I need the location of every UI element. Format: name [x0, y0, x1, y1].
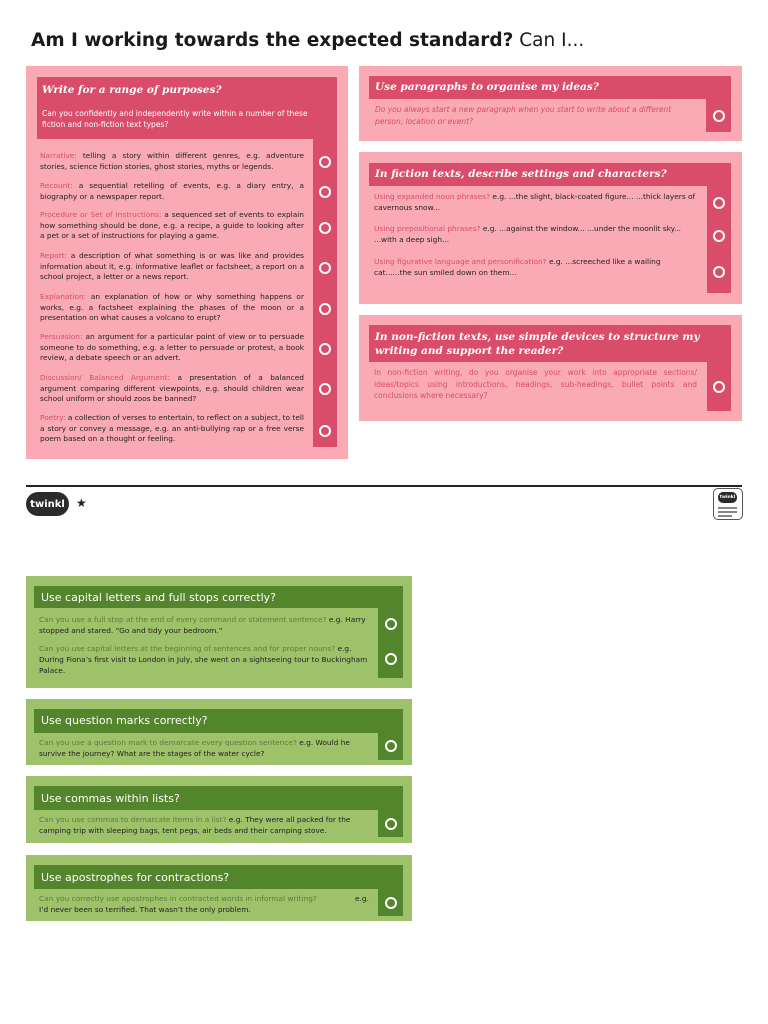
- item-text: e.g. ...the slight, black-coated figure... ...thick layers of cavernous snow...: [374, 192, 696, 212]
- checkbox-circle-icon[interactable]: [713, 110, 725, 122]
- title-light: Can I...: [519, 30, 585, 51]
- badge-line: [718, 515, 732, 517]
- item-key: Explanation:: [40, 292, 87, 301]
- checkbox-circle-icon[interactable]: [385, 740, 397, 752]
- item-key: Narrative:: [40, 151, 77, 160]
- commas-heading: Use commas within lists?: [41, 792, 180, 805]
- item-question: Can you correctly use apostrophes in contracted words in informal writing?: [39, 894, 317, 903]
- badge-logo: twinkl: [718, 492, 737, 503]
- item-question: Can you use capital letters at the beginning of sentences and for proper nouns?: [39, 644, 336, 653]
- checkbox-circle-icon[interactable]: [713, 266, 725, 278]
- item-question: Can you use a full stop at the end of every command or statement sentence?: [39, 615, 327, 624]
- nonfiction-question: In non-fiction writing, do you organise your work into appropriate sections/ ideas/topics using introductions, headings, sub-headings, bullet points and conclusions where necessary?: [374, 368, 697, 401]
- list-item: [39, 614, 369, 636]
- item-example: e.g. Would he survive the journey? What are the stages of the water cycle?: [39, 738, 350, 759]
- item-key: Using figurative language and personification?: [374, 257, 547, 266]
- item-example: I’d never been so terrified. That wasn’t the only problem.: [39, 905, 251, 914]
- list-item: [39, 814, 369, 836]
- list-item: [374, 224, 699, 245]
- item-key: Discussion/ Balanced Argument:: [40, 373, 171, 382]
- list-item: [39, 893, 339, 904]
- checkbox-circle-icon[interactable]: [713, 230, 725, 242]
- item-text: a presentation of a balanced argument comparing different viewpoints, e.g. should children wear school uniform or should zoos be banned?: [40, 373, 304, 404]
- list-item: [40, 373, 304, 405]
- list-item: [39, 737, 369, 759]
- checkbox-circle-icon[interactable]: [319, 156, 331, 168]
- item-text: an explanation of how or why something happens or works, e.g. a factsheet explaining the phases of the moon or a presentation on what causes a volcano to erupt?: [40, 292, 304, 323]
- list-item: [374, 192, 699, 213]
- checkbox-circle-icon[interactable]: [385, 897, 397, 909]
- list-item: [39, 643, 369, 676]
- settings-heading: In fiction texts, describe settings and characters?: [375, 168, 667, 180]
- checkbox-circle-icon[interactable]: [385, 618, 397, 630]
- item-example: e.g. During Fiona’s first visit to London in July, she went on a sightseeing tour to Buckingham Palace.: [39, 644, 368, 676]
- checkbox-circle-icon[interactable]: [319, 186, 331, 198]
- checkbox-circle-icon[interactable]: [319, 343, 331, 355]
- purposes-heading: Write for a range of purposes?: [42, 84, 222, 96]
- item-key: Using expanded noun phrases?: [374, 192, 491, 201]
- list-item: [40, 413, 304, 445]
- badge-line: [718, 507, 737, 509]
- item-example: e.g. They were all packed for the camping trip with sleeping bags, tent pegs, air beds and their camping stove.: [39, 815, 351, 836]
- checkbox-circle-icon[interactable]: [319, 222, 331, 234]
- apostrophes-heading: Use apostrophes for contractions?: [41, 871, 230, 884]
- footer-divider: [26, 485, 742, 487]
- item-question: Can you use commas to demarcate items in a list?: [39, 815, 227, 824]
- item-key: Poetry:: [40, 413, 66, 422]
- checkbox-circle-icon[interactable]: [385, 818, 397, 830]
- list-item: [40, 181, 304, 202]
- page-title: [31, 30, 584, 51]
- item-key: Procedure or Set of Instructions:: [40, 210, 162, 219]
- title-bold: Am I working towards the expected standard?: [31, 30, 514, 51]
- item-question: Can you use a question mark to demarcate every question sentence?: [39, 738, 297, 747]
- checkbox-circle-icon[interactable]: [385, 653, 397, 665]
- item-text: e.g. ...against the window... ...under the moonlit sky... ...with a deep sigh...: [374, 224, 682, 244]
- item-text: an argument for a particular point of view or to persuade someone to do something, e.g. a letter to persuade or protest, a book review, a debate speech or an advert.: [40, 332, 304, 363]
- item-key: Report:: [40, 251, 67, 260]
- list-item: [40, 151, 304, 172]
- nonfiction-heading: In non-fiction texts, use simple devices to structure my writing and support the reader?: [375, 331, 700, 357]
- quality-badge-icon: [713, 488, 743, 520]
- paragraphs-heading: Use paragraphs to organise my ideas?: [375, 81, 599, 93]
- checkbox-circle-icon[interactable]: [319, 303, 331, 315]
- capitals-heading: Use capital letters and full stops correctly?: [41, 591, 276, 604]
- item-text: telling a story within different genres, e.g. adventure stories, science fiction stories, ghost stories, myths or legends.: [40, 151, 304, 171]
- item-text: a sequenced set of events to explain how something should be done, e.g. a recipe, a guide to looking after a pet or a set of instructions for playing a game.: [40, 210, 304, 241]
- checkbox-circle-icon[interactable]: [319, 262, 331, 274]
- list-item: [40, 251, 304, 283]
- item-key: Persuasion:: [40, 332, 83, 341]
- checkbox-circle-icon[interactable]: [319, 425, 331, 437]
- checkbox-circle-icon[interactable]: [713, 197, 725, 209]
- star-icon: ★: [76, 496, 87, 510]
- item-key: Using prepositional phrases?: [374, 224, 481, 233]
- item-text: a sequential retelling of events, e.g. a diary entry, a biography or a newspaper report.: [40, 181, 304, 201]
- checkbox-circle-icon[interactable]: [319, 383, 331, 395]
- list-item: [40, 332, 304, 364]
- item-text: a description of what something is or was like and provides information about it, e.g. informative leaflet or factsheet, a report on a school project, a letter or a news report.: [40, 251, 304, 282]
- item-text: a collection of verses to entertain, to reflect on a subject, to tell a story or convey a message, e.g. an anti-bullying rap or a free verse poem based on a thought or feeling.: [40, 413, 304, 444]
- checkbox-circle-icon[interactable]: [713, 381, 725, 393]
- item-key: Recount:: [40, 181, 73, 190]
- twinkl-logo: twinkl: [26, 492, 69, 516]
- list-item: [374, 257, 699, 278]
- list-item: [40, 210, 304, 242]
- paragraphs-question: Do you always start a new paragraph when you start to write about a different person, location or event?: [375, 105, 672, 126]
- list-item: [40, 292, 304, 324]
- badge-line: [718, 511, 737, 513]
- item-text: e.g. ...screeched like a wailing cat......the sun smiled down on them...: [374, 257, 661, 277]
- questionmarks-heading: Use question marks correctly?: [41, 714, 208, 727]
- item-example: e.g. Harry stopped and stared. “Go and tidy your bedroom.”: [39, 615, 366, 636]
- purposes-intro: Can you confidently and independently write within a number of these fiction and non-fiction text types?: [42, 109, 308, 130]
- item-example-eg: e.g.: [355, 894, 369, 903]
